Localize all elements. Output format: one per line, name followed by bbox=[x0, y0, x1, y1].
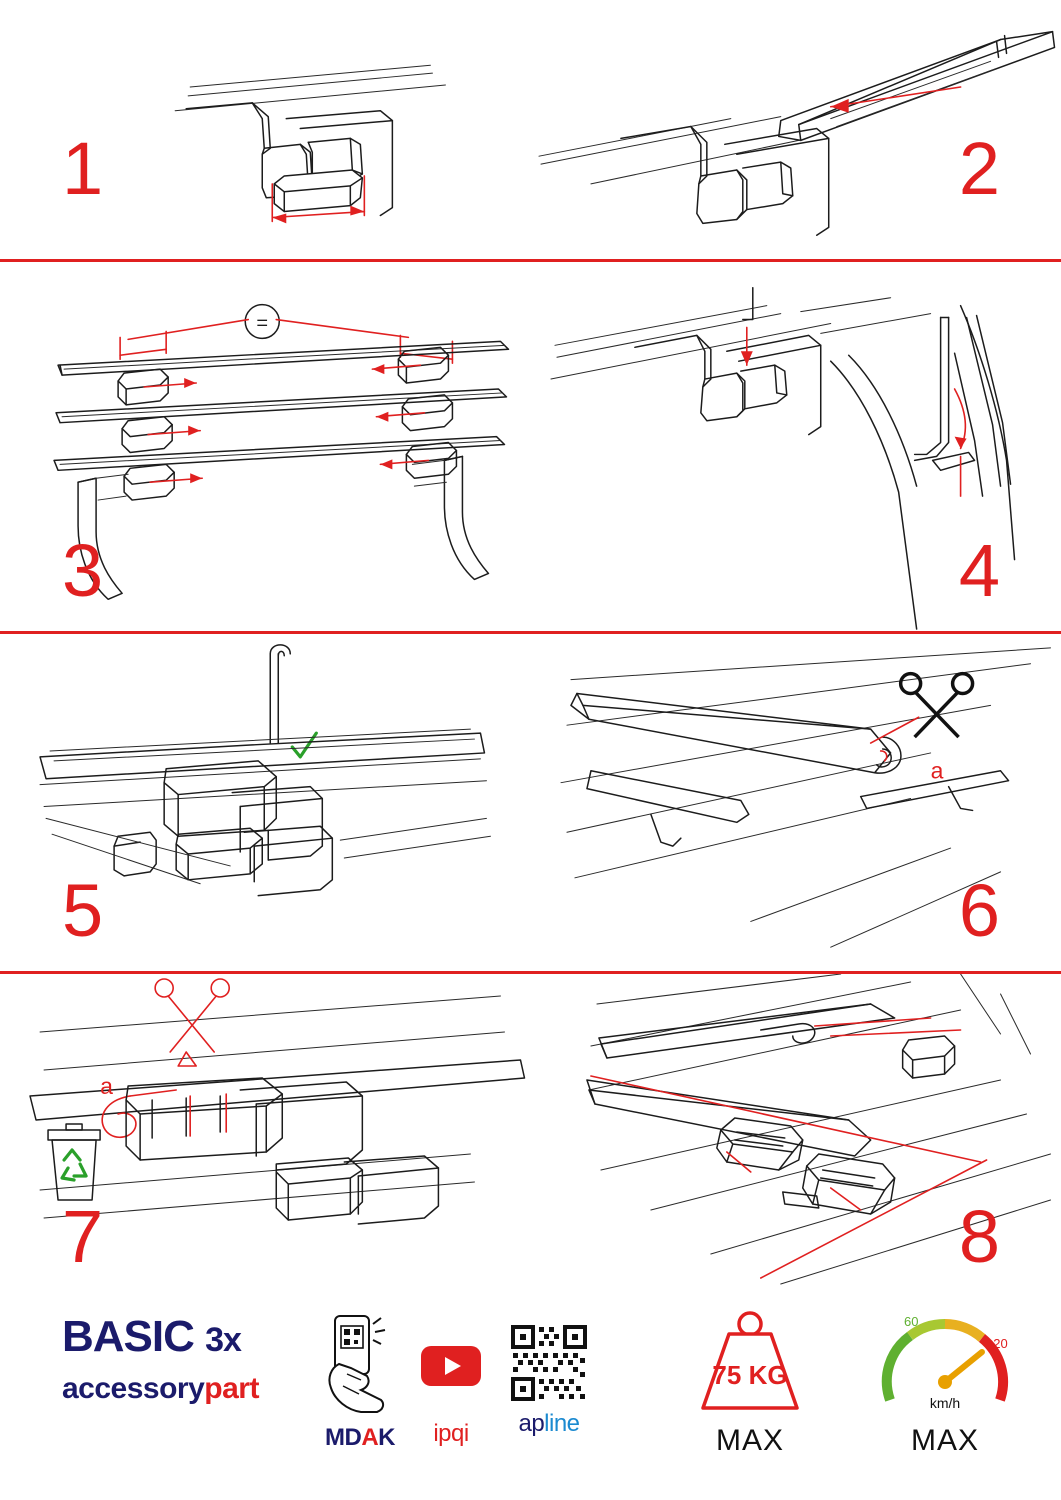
step-number-3: 3 bbox=[62, 529, 103, 612]
company-name-first: accessory bbox=[62, 1372, 205, 1406]
speed-limit-block bbox=[850, 1308, 1040, 1458]
label-a-step7: a bbox=[100, 1073, 113, 1099]
step-row-3 bbox=[0, 634, 1061, 974]
logo-ipqi-caption: ipqi bbox=[433, 1420, 469, 1447]
step-number-5: 5 bbox=[62, 869, 103, 952]
step-panel-7 bbox=[0, 974, 531, 1290]
step-panel-6 bbox=[531, 634, 1061, 971]
partner-logos bbox=[312, 1312, 602, 1482]
company-name bbox=[62, 1372, 302, 1405]
speed-limit-caption: MAX bbox=[910, 1424, 979, 1457]
weight-icon bbox=[685, 1308, 815, 1420]
step-panel-4 bbox=[531, 262, 1061, 631]
step-number-6: 6 bbox=[958, 869, 999, 952]
step-number-2: 2 bbox=[958, 127, 999, 210]
product-qty-label: 3x bbox=[205, 1321, 241, 1359]
step-number-4: 4 bbox=[958, 529, 999, 612]
step-number-8: 8 bbox=[958, 1195, 999, 1278]
product-line-label: BASIC bbox=[62, 1312, 194, 1361]
label-a-step6: a bbox=[930, 757, 943, 784]
svg-text:=: = bbox=[256, 312, 269, 335]
logo-ipqi bbox=[408, 1342, 494, 1448]
step-panel-2 bbox=[531, 0, 1061, 259]
speed-unit-label: km/h bbox=[929, 1395, 961, 1411]
step-panel-5 bbox=[0, 634, 531, 971]
load-limit-value: 75 KG bbox=[712, 1360, 788, 1390]
load-limit-caption: MAX bbox=[715, 1424, 784, 1457]
footer-bar bbox=[0, 1292, 1061, 1500]
load-limit-block bbox=[660, 1308, 840, 1458]
youtube-play-icon bbox=[419, 1342, 483, 1388]
logo-apline-caption: apline bbox=[518, 1410, 580, 1437]
step-number-7: 7 bbox=[62, 1195, 103, 1278]
logo-mdak bbox=[312, 1312, 408, 1452]
product-title bbox=[62, 1314, 302, 1360]
speedometer-icon bbox=[870, 1308, 1020, 1420]
step-panel-1 bbox=[0, 0, 531, 259]
qr-code-icon bbox=[510, 1324, 588, 1402]
company-name-second: part bbox=[204, 1372, 259, 1406]
step-panel-8 bbox=[531, 974, 1061, 1290]
logo-mdak-caption: MDAK bbox=[324, 1424, 395, 1451]
brand-block bbox=[62, 1314, 302, 1405]
step-panel-3 bbox=[0, 262, 531, 631]
logo-apline bbox=[494, 1324, 604, 1438]
speed-tick-low: 60 bbox=[904, 1314, 919, 1329]
step-row-2 bbox=[0, 262, 1061, 634]
step-row-1 bbox=[0, 0, 1061, 262]
speed-tick-high: 120 bbox=[986, 1336, 1008, 1351]
hand-phone-qr-icon bbox=[321, 1312, 399, 1416]
step-row-4 bbox=[0, 974, 1061, 1290]
step-number-1: 1 bbox=[62, 127, 103, 210]
